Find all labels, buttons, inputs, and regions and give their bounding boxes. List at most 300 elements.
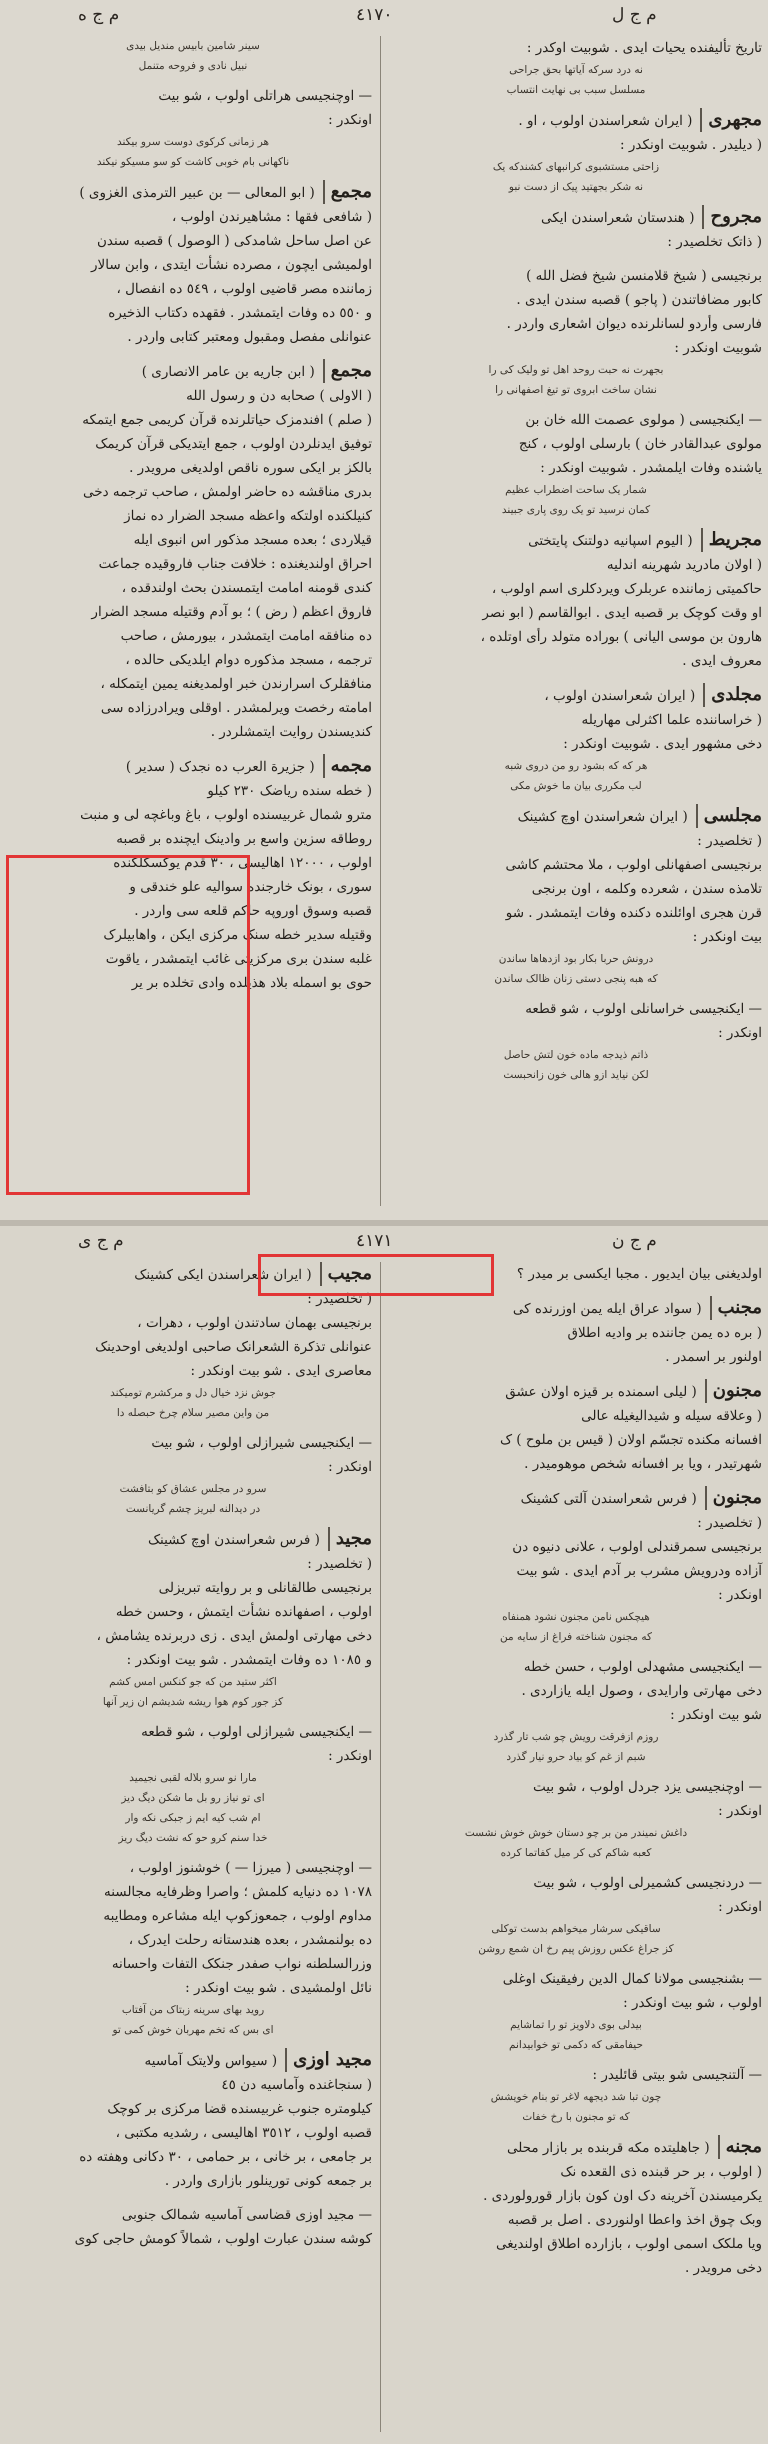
verse-line: جوش نزد خیال دل و مرکشرم تومیکند <box>110 1387 276 1399</box>
entry-line <box>390 829 762 853</box>
entry-text: ( سیواس ولایتک آماسیه <box>144 2053 278 2069</box>
entry-line <box>14 1904 372 1928</box>
entry-text: ( تخلصیدر : <box>307 1556 372 1572</box>
entry-text: — ایکنجیسی شیرازلی اولوب ، شو بیت <box>151 1435 372 1451</box>
entry-text: اونکدر : <box>718 1899 762 1915</box>
entry-headword: مجنب <box>710 1296 762 1320</box>
entry-text: برنجیسی اصفهانلی اولوب ، ملا محتشم کاشی <box>505 857 762 873</box>
entry-text: ( ایران شعراسندن اولوب ، او . <box>518 113 693 129</box>
entry-text: اونکدر : <box>328 1459 372 1475</box>
entry-line <box>14 180 372 205</box>
entry-line <box>390 2063 762 2087</box>
verse-line: کعبه شاکم کی کر میل کفاتما کرده <box>500 1847 652 1859</box>
verse-line: ای تو نیاز رو بل ما شکن دیگ دیز <box>121 1792 265 1804</box>
entry-text: کندی قومنه امامت ایتمسندن بحث اولندقده ، <box>121 580 372 596</box>
right-column <box>390 1262 762 2290</box>
entry-text: بدری مناقشه ده حاضر اولمش ، صاحب ترجمه دخی <box>82 484 372 500</box>
entry-text: — ایکنجیسی خراسانلی اولوب ، شو قطعه <box>525 1001 762 1017</box>
entry-headword: مجمع <box>323 180 372 204</box>
entry-line <box>390 997 762 1021</box>
entry-text: هارون بن موسی الیانی ) بوراده متولد رأی اوتلده ، <box>480 629 762 645</box>
dictionary-entry <box>390 1775 762 1861</box>
dictionary-entry <box>390 36 762 98</box>
verse-line: بیدلی بوی دلاویز تو را تماشایم <box>510 2019 642 2031</box>
entry-line <box>390 1296 762 1321</box>
entry-text: منافقلرک اسرارندن خبر اولمدیغنه یمین ایتمکله ، <box>100 676 372 692</box>
entry-text: — دردنجیسی کشمیرلی اولوب ، شو بیت <box>533 1875 762 1891</box>
dictionary-page-4170 <box>0 0 768 1220</box>
entry-text: ( ابو المعالی — بن عبیر الترمذی الغزوی ) <box>79 185 315 201</box>
entry-text: غلبه سندن بری مرکزیتی غائب ایتمشدر ، یاقوت <box>105 951 372 967</box>
entry-line <box>390 1428 762 1452</box>
entry-line <box>14 253 372 277</box>
page-header <box>0 1226 768 1256</box>
entry-line <box>390 553 762 577</box>
entry-text: اولوب ، ١٢٠٠٠ اهالیسی ، ٣٠ قدم یوکسکلکنده <box>113 855 372 871</box>
entry-text: زماننده مصر قاضیی اولوب ، ٥٤٩ ده انفصال ، <box>116 281 372 297</box>
entry-text: — آلتنجیسی شو بیتی قائلیدر : <box>592 2067 762 2083</box>
entry-text: ( تخلصیدر : <box>307 1291 372 1307</box>
entry-line <box>14 1648 372 1672</box>
entry-line <box>390 649 762 673</box>
entry-line <box>14 1624 372 1648</box>
verse-line: سینر شامین بابیس مندیل بیدی <box>126 40 260 52</box>
dictionary-entry <box>390 264 762 398</box>
entry-line <box>14 1335 372 1359</box>
entry-line <box>14 648 372 672</box>
verse-line: اکثر ستید من که جو کنکس امس کشم <box>109 1676 277 1688</box>
entry-line <box>390 1775 762 1799</box>
entry-text: — اوچنجیسی ( میرزا — ) خوشنوز اولوب ، <box>129 1860 372 1876</box>
entry-line <box>390 456 762 480</box>
entry-line <box>390 625 762 649</box>
entry-line <box>390 1379 762 1404</box>
entry-line <box>14 1720 372 1744</box>
entry-line <box>390 2232 762 2256</box>
entry-line <box>390 601 762 625</box>
entry-text: معروف ایدی . <box>682 653 762 669</box>
dictionary-entry <box>14 754 372 995</box>
entry-text: ( شافعی فقها : مشاهیرندن اولوب ، <box>171 209 372 225</box>
entry-text: دخی مهارتی اولمش ایدی . زی دربرنده یشامش ، <box>96 1628 372 1644</box>
entry-text: عن اصل ساحل شامدکی ( الوصول ) قصبه سندن <box>97 233 372 249</box>
entry-line <box>14 576 372 600</box>
entry-text: — بشنجیسی مولانا کمال الدین رفیقینک اوغلی <box>502 1971 762 1987</box>
verse-line: شبم از غم کو بیاد حرو نیار گذرد <box>506 1751 646 1763</box>
entry-text: ( خطه سنده ریاضک ٢٣٠ کیلو <box>207 783 372 799</box>
entry-text: نائل اولمشیدی . شو بیت اونکدر : <box>185 1980 372 1996</box>
entry-text: بالکز بر ایکی سوره ناقص اولدیغی مرویدر . <box>129 460 372 476</box>
entry-text: تلامذه سندن ، شعرده وکلمه ، اون برنجی <box>531 881 762 897</box>
entry-line <box>390 1799 762 1823</box>
entry-line <box>390 133 762 157</box>
entry-line <box>390 1895 762 1919</box>
right-column <box>390 36 762 1093</box>
entry-text: اونکدر : <box>328 1748 372 1764</box>
entry-line <box>14 1952 372 1976</box>
entry-text: مولوی عبدالقادر خان ) بارسلی اولوب ، کنج <box>518 436 762 452</box>
entry-line <box>14 827 372 851</box>
entry-line <box>14 1287 372 1311</box>
entry-text: برنجیسی طالقانلی و بر روایته تبریزلی <box>158 1580 372 1596</box>
entry-line <box>14 720 372 744</box>
entry-line <box>14 1600 372 1624</box>
verse-line: که هبه پنجی دستی زنان ظالک ساندن <box>494 973 658 985</box>
left-column-header: م ج ه <box>78 5 120 25</box>
dictionary-entry <box>14 1527 372 1710</box>
page-header <box>0 0 768 30</box>
entry-text: ( ایران شعراسندن اولوب ، <box>544 688 696 704</box>
entry-text: شو بیت اونکدر : <box>670 1707 762 1723</box>
entry-line <box>390 1559 762 1583</box>
entry-text: شهرتیدر ، ویا بر افسانه شخص موهومیدر . <box>524 1456 762 1472</box>
left-column-header: م ج ی <box>78 1231 124 1251</box>
dictionary-entry <box>14 1720 372 1846</box>
entry-text: ( لیلی اسمنده بر قیزه اولان عشق <box>505 1384 697 1400</box>
page-number: ٤١٧١ <box>356 1231 393 1251</box>
entry-line <box>390 230 762 254</box>
entry-text: اونکدر : <box>718 1587 762 1603</box>
verse-line: مارا نو سرو بلاله لقبی نجیمید <box>129 1772 257 1784</box>
dictionary-entry <box>14 180 372 349</box>
entry-line <box>390 264 762 288</box>
entry-text: فارسی وأردو لسانلرنده دیوان اشعاری واردر . <box>506 316 762 332</box>
entry-line <box>390 1452 762 1476</box>
entry-text: معاصری ایدی . شو بیت اونکدر : <box>190 1363 372 1379</box>
entry-text: احراق اولندیغنده : خلافت جناب فاروقیده جماعت <box>98 556 372 572</box>
entry-text: — ایکنجیسی ( مولوی عصمت الله خان بن <box>525 412 762 428</box>
entry-line <box>390 432 762 456</box>
dictionary-entry <box>390 1296 762 1369</box>
entry-headword: مجید <box>328 1527 372 1551</box>
entry-text: بر جامعی ، بر خانی ، بر حمامی ، ٣٠ دکانی وهفته ده <box>79 2149 372 2165</box>
verse-line: لکن نیاید ازو هالی خون زانحبست <box>503 1069 649 1081</box>
verse-line: روید بهای سرینه زبتاک من آفتاب <box>121 2004 265 2016</box>
verse-line: ساقیکی سرشار میخواهم بدست توکلی <box>491 1923 661 1935</box>
entry-text: یکرمیسندن آخرینه دک اون کون بازار قورولوردی . <box>483 2188 762 2204</box>
entry-line <box>390 1404 762 1428</box>
entry-line <box>14 229 372 253</box>
entry-headword: مجید اوزی <box>285 2048 372 2072</box>
entry-headword: مجمع <box>323 359 372 383</box>
verse-line: حیفامقی که دکمی تو خوابیدانم <box>509 2039 643 2051</box>
entry-text: یاشنده وفات ایلمشدر . شوبیت اونکدر : <box>540 460 762 476</box>
entry-text: ( صلم ) افندمزک حیاتلرنده قرآن کریمی جمع ایتمکه <box>82 412 372 428</box>
entry-text: ( اولوب ، بر حر قبنده ذی القعده نک <box>560 2164 762 2180</box>
entry-text: قصبه وسوق اوروپه حاکم قلعه سی واردر . <box>134 903 372 919</box>
dictionary-entry <box>390 2063 762 2125</box>
entry-line <box>14 504 372 528</box>
entry-text: ویا ملکک اسمی اولوب ، بازارده اطلاق اولندیغی <box>495 2236 762 2252</box>
entry-headword: مجنون <box>705 1379 762 1403</box>
right-column-header: م ج ل <box>612 5 657 25</box>
entry-text: مداوم اولوب ، جمعوزکوپ ایله مشاعره ومطایبه <box>103 1908 372 1924</box>
dictionary-entry <box>390 1486 762 1645</box>
entry-text: ( بره ده یمن جاننده بر وادیه اطلاق <box>567 1325 762 1341</box>
entry-text: کیلومتره جنوب غربیسنده قضا مرکزی بر کوچک <box>107 2101 372 2117</box>
verse-line: که تو مجنون با رخ خفات <box>522 2111 630 2123</box>
entry-line <box>390 1967 762 1991</box>
verse-line: شمار یک ساحت اضطراب عظیم <box>505 484 647 496</box>
entry-line <box>14 1856 372 1880</box>
left-column <box>14 1262 372 2261</box>
entry-line <box>390 528 762 553</box>
entry-headword: مجهری <box>700 108 762 132</box>
entry-line <box>14 696 372 720</box>
entry-line <box>14 875 372 899</box>
entry-line <box>390 36 762 60</box>
entry-line <box>14 1976 372 2000</box>
entry-line <box>14 1431 372 1455</box>
entry-text: روطاقه سزین واسع بر وادینک ایچنده بر قصبه <box>116 831 372 847</box>
entry-line <box>14 1928 372 1952</box>
dictionary-entry <box>390 408 762 518</box>
entry-line <box>14 528 372 552</box>
entry-text: ترجمه ، مسجد مذکوره دوام ایلدیکی حالده ، <box>125 652 372 668</box>
dictionary-entry <box>14 1856 372 2038</box>
dictionary-entry <box>390 1655 762 1765</box>
entry-line <box>14 359 372 384</box>
entry-text: اونکدر : <box>718 1025 762 1041</box>
entry-text: ( ابن جاریه بن عامر الانصاری ) <box>141 364 315 380</box>
verse-line: درونش حربا بکار بود ازدهاها ساندن <box>498 953 654 965</box>
entry-line <box>390 312 762 336</box>
entry-text: ( هندستان شعراسندن ایکی <box>541 210 695 226</box>
entry-line <box>14 277 372 301</box>
entry-text: ( فرس شعراسندن آلتی کشینک <box>520 1491 697 1507</box>
entry-line <box>390 2135 762 2160</box>
entry-text: — ایکنجیسی مشهدلی اولوب ، حسن خطه <box>523 1659 762 1675</box>
entry-line <box>390 1535 762 1559</box>
entry-line <box>14 1576 372 1600</box>
entry-text: ( ایران شعراسندن اوچ کشینک <box>517 809 688 825</box>
verse-line: ای بس که تخم مهربان خوش کمی تو <box>112 2024 274 2036</box>
dictionary-entry <box>390 1379 762 1476</box>
dictionary-entry <box>14 2048 372 2193</box>
entry-line <box>14 803 372 827</box>
entry-text: — اوچنجیسی هراتلی اولوب ، شو بیت <box>158 88 372 104</box>
entry-text: دخی مشهور ایدی . شوبیت اونکدر : <box>563 736 762 752</box>
entry-line <box>390 2208 762 2232</box>
dictionary-entry <box>14 1262 372 1421</box>
dictionary-entry <box>14 2203 372 2251</box>
entry-text: برنجیسی سمرقندلی اولوب ، علانی دنیوه دن <box>512 1539 762 1555</box>
entry-text: مترو شمال غربیسنده اولوب ، باغ وباغچه لی و منبت <box>80 807 372 823</box>
entry-text: دخی مرویدر . <box>684 2260 762 2276</box>
dictionary-entry <box>390 205 762 254</box>
entry-line <box>390 1321 762 1345</box>
entry-headword: مجلسی <box>696 804 762 828</box>
entry-text: و ٥٥٠ ده وفات ایتمشدر . فقهده دکتاب الذخیره <box>108 305 372 321</box>
verse-line: کمان نرسید تو یک روی پاری جبیند <box>501 504 651 516</box>
entry-text: توفیق ایدنلردن اولوب ، جمع ایتدیکی قرآن کریمک <box>95 436 372 452</box>
entry-line <box>390 732 762 756</box>
entry-line <box>390 577 762 601</box>
dictionary-page-4171 <box>0 1226 768 2444</box>
entry-line <box>14 2121 372 2145</box>
verse-line: داغش نمیندر من بر چو دستان خوش خوش نشست <box>464 1827 688 1839</box>
entry-line <box>390 1486 762 1511</box>
entry-text: شوبیت اونکدر : <box>674 340 762 356</box>
entry-text: عنوانلی مفصل ومقبول ومعتبر کتابی واردر . <box>127 329 372 345</box>
verse-line: هیچکس نامن مجنون نشود همنفاه <box>502 1611 650 1623</box>
entry-line <box>390 1262 762 1286</box>
verse-line: ناکهانی بام خوبی کاشت کو سو مسیکو نیکند <box>96 156 290 168</box>
entry-text: ( وعلاقه سیله و شیدالیغیله عالی <box>581 1408 762 1424</box>
entry-text: عنوانلی تذکرة الشعرانک صاحبی اولدیغی اوحدینک <box>95 1339 372 1355</box>
entry-text: امامته رخصت ویرلمشدر . اوقلی ویرادرزاده سی <box>100 700 372 716</box>
entry-line <box>390 2160 762 2184</box>
verse-line: لب مکرری بیان ما خوش مکی <box>510 780 642 792</box>
entry-line <box>390 336 762 360</box>
entry-line <box>14 552 372 576</box>
entry-line <box>14 851 372 875</box>
entry-line <box>390 1703 762 1727</box>
entry-text: برنجیسی ( شیخ قلامنسن شیخ فضل الله ) <box>526 268 762 284</box>
entry-line <box>14 2227 372 2251</box>
entry-text: وزرالسلطنه نواب صفدر جنکک التفات واحسانه <box>111 1956 372 1972</box>
entry-line <box>390 853 762 877</box>
entry-line <box>14 624 372 648</box>
entry-line <box>14 384 372 408</box>
verse-line: من واین مصیر سلام چرخ حبصله دا <box>116 1407 270 1419</box>
entry-line <box>390 1871 762 1895</box>
entry-text: ( تخلصیدر : <box>697 833 762 849</box>
entry-line <box>14 2203 372 2227</box>
column-rule <box>380 1262 381 2432</box>
entry-line <box>390 408 762 432</box>
dictionary-entry <box>390 1967 762 2053</box>
verse-line: چون تبا شد دیجهه لاغر تو بنام خویشش <box>490 2091 662 2103</box>
entry-text: کوشه سندن عبارت اولوب ، شمالاً کومش حاجی کوی <box>74 2231 372 2247</box>
entry-text: ( ذاتک تخلصیدر : <box>667 234 762 250</box>
verse-line: کز جراغ عکس روزش پیم رخ ان شمع روشن <box>478 1943 674 1955</box>
entry-text: ( سواد عراق ایله یمن اوزرنده کی <box>512 1301 702 1317</box>
entry-text: وقتیله سدیر خطه سنک مرکزی ایکن ، واهابیلرک <box>103 927 372 943</box>
verse-line: مسلسل سبب بی نهایت انتساب <box>506 84 646 96</box>
entry-line <box>390 683 762 708</box>
entry-text: ١٠٧٨ ده دنیایه کلمش ؛ واصرا وظرفایه مجالسنه <box>103 1884 372 1900</box>
dictionary-entry <box>390 2135 762 2280</box>
entry-text: ( تخلصیدر : <box>697 1515 762 1531</box>
entry-line <box>14 432 372 456</box>
entry-text: اونکدر : <box>718 1803 762 1819</box>
entry-text: ( دیلیدر . شوبیت اونکدر : <box>620 137 762 153</box>
dictionary-entry <box>14 359 372 744</box>
verse-line: زاحتی مستشبوی کرانبهای کشندکه یک <box>492 161 660 173</box>
entry-line <box>14 84 372 108</box>
verse-line: نشان ساخت ابروی تو تیغ اصفهانی را <box>495 384 657 396</box>
entry-text: ده منافقه امامت ایتمشدر ، بیورمش ، صاحب <box>120 628 372 644</box>
dictionary-entry <box>390 1262 762 1286</box>
entry-line <box>14 456 372 480</box>
entry-line <box>390 877 762 901</box>
entry-text: ده بولنمشدر ، بعده هندستانه رحلت ایدرک ، <box>128 1932 372 1948</box>
entry-line <box>14 947 372 971</box>
entry-line <box>14 1552 372 1576</box>
entry-text: اولمیشی ایچون ، مصرده نشأت ایتدی ، وابن سالار <box>91 257 372 273</box>
entry-line <box>390 1655 762 1679</box>
entry-line <box>14 108 372 132</box>
dictionary-entry <box>390 804 762 987</box>
entry-line <box>390 925 762 949</box>
entry-text: اولنور بر اسمدر . <box>665 1349 762 1365</box>
entry-line <box>14 301 372 325</box>
entry-line <box>14 899 372 923</box>
verse-line: بجهرت نه حبت روحد اهل تو ولیک کی را <box>488 364 664 376</box>
verse-line: خدا سنم کرو حو که نشت دیگ ریز <box>118 1832 268 1844</box>
verse-line: کز جور کوم هوا ریشه شدیشم ان زیر آنها <box>102 1696 284 1708</box>
entry-line <box>390 288 762 312</box>
entry-headword: مجلدی <box>703 683 762 707</box>
verse-line: ام شب کیه ایم ز جبکی نکه وار <box>125 1812 261 1824</box>
entry-line <box>14 1359 372 1383</box>
entry-line <box>14 754 372 779</box>
entry-line <box>14 205 372 229</box>
entry-line <box>14 923 372 947</box>
entry-text: ( سنجاغنده وآماسیه دن ٤٥ <box>221 2077 372 2093</box>
dictionary-entry <box>390 683 762 794</box>
entry-line <box>14 480 372 504</box>
entry-line <box>390 2256 762 2280</box>
entry-line <box>14 2169 372 2193</box>
entry-text: بر جمعه کونی تورینلور بازاری واردر . <box>164 2173 372 2189</box>
entry-line <box>390 1991 762 2015</box>
entry-text: ( فرس شعراسندن اوچ کشینک <box>147 1532 320 1548</box>
entry-headword: مجروح <box>702 205 762 229</box>
entry-line <box>14 600 372 624</box>
entry-text: کابور مضافاتندن ( پاجو ) قصبه سندن ایدی . <box>516 292 762 308</box>
entry-line <box>390 108 762 133</box>
entry-text: اولدیغنی بیان ایدیور . مجبا ایکسی بر میدر ؟ <box>516 1266 762 1282</box>
verse-line: ذاتم ذیدجه ماده خون لتش حاصل <box>503 1049 649 1061</box>
entry-line <box>14 971 372 995</box>
entry-text: — مجید اوزی قضاسی آماسیه شمالک جنوبی <box>121 2207 372 2223</box>
entry-line <box>14 1744 372 1768</box>
dictionary-entry <box>390 997 762 1083</box>
entry-line <box>14 2073 372 2097</box>
verse-line: روزم ازفرقت رویش چو شب تار گذرد <box>493 1731 659 1743</box>
entry-text: وبک چوق اخذ واعطا اولنوردی . اصل بر قصبه <box>507 2212 762 2228</box>
entry-headword: مجیب <box>320 1262 372 1286</box>
verse-line: نه درد سرکه آیاتها بحق جراحی <box>509 64 643 76</box>
entry-line <box>390 1511 762 1535</box>
entry-text: کنیلکنده اولتکه واعظه مسجد الضرار ده نماز <box>124 508 372 524</box>
entry-line <box>14 325 372 349</box>
verse-line: در دیدالنه لبریز چشم گریانست <box>125 1503 261 1515</box>
entry-text: او وقت کوچک بر قصبه ایدی . ابوالقاسم ( ابو نصر <box>482 605 762 621</box>
entry-text: ( جزیرة العرب ده نجدک ( سدیر ) <box>125 759 315 775</box>
entry-text: ( ایران شعراسندن ایکی کشینک <box>134 1267 312 1283</box>
entry-headword: مجنه <box>718 2135 762 2159</box>
entry-line <box>390 1583 762 1607</box>
dictionary-entry <box>390 528 762 673</box>
entry-text: حوی بو اسمله بلاد هذیلده وادی تخلده بر یر <box>131 975 372 991</box>
entry-text: افسانه مکنده تجسّم اولان ( قیس بن ملوح ) ک <box>499 1432 762 1448</box>
entry-line <box>390 901 762 925</box>
verse-line: هر که که بشود رو من دروی شبه <box>504 760 648 772</box>
column-rule <box>380 36 381 1206</box>
entry-text: تاریخ تألیفنده یحیات ایدی . شوبیت اوکدر : <box>526 40 762 56</box>
entry-line <box>14 2048 372 2073</box>
entry-text: اونکدر : <box>328 112 372 128</box>
entry-text: حاکمیتی زماننده عربلرک ویردکلری اسم اولوب ، <box>491 581 762 597</box>
entry-headword: مجریط <box>701 528 762 552</box>
verse-line: هر زمانی کرکوی دوست سرو بیکند <box>116 136 270 148</box>
entry-text: کندیسندن روایت ایتمشلردر . <box>210 724 372 740</box>
entry-text: و ١٠٨٥ ده وفات ایتمشدر . شو بیت اونکدر : <box>126 1652 372 1668</box>
entry-text: ( الیوم اسپانیه دولتنک پایتختی <box>528 533 693 549</box>
